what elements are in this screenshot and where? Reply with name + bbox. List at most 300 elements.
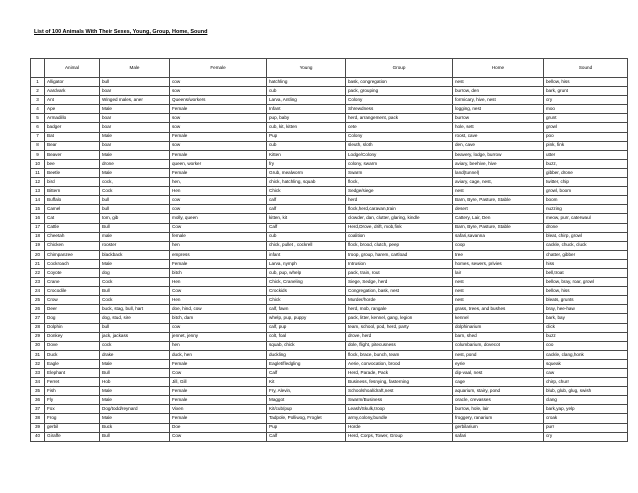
home-cell: froggery, ranarium <box>453 414 544 423</box>
young-cell: Calf <box>267 223 346 232</box>
sound-cell: cackle, clang,honk <box>544 350 628 359</box>
group-cell: flock, brace, bunch, team <box>346 350 453 359</box>
row-number: 27 <box>31 314 45 323</box>
sound-cell: purr <box>544 423 628 432</box>
home-cell: barn, shed <box>453 332 544 341</box>
row-number: 30 <box>31 341 45 350</box>
sound-cell: squeak <box>544 359 628 368</box>
table-row <box>31 250 628 259</box>
male-cell: Bull <box>100 369 170 378</box>
male-cell: Buck <box>100 423 170 432</box>
male-cell: bull <box>100 205 170 214</box>
row-number: 39 <box>31 423 45 432</box>
table-row <box>31 141 628 150</box>
table-row <box>31 414 628 423</box>
table-row <box>31 150 628 159</box>
sound-cell: bellow, bray, roar, growl <box>544 278 628 287</box>
female-cell: cow <box>170 78 267 87</box>
young-cell: Chick <box>267 187 346 196</box>
young-cell: squab, chick <box>267 341 346 350</box>
row-number: 16 <box>31 214 45 223</box>
female-cell: Queens/workers <box>170 96 267 105</box>
table-row <box>31 268 628 277</box>
group-cell: Aerie, convocation, brood <box>346 359 453 368</box>
home-cell: roost, cave <box>453 132 544 141</box>
table-row <box>31 305 628 314</box>
row-number: 35 <box>31 387 45 396</box>
home-cell: desert <box>453 205 544 214</box>
young-cell: calf <box>267 205 346 214</box>
female-cell: Cow <box>170 369 267 378</box>
sound-cell: growl <box>544 123 628 132</box>
young-cell: fry <box>267 159 346 168</box>
home-cell: nest <box>453 78 544 87</box>
group-cell: bask, congregation <box>346 78 453 87</box>
group-cell: colony, swarm <box>346 159 453 168</box>
male-cell: Male <box>100 414 170 423</box>
male-cell: bull <box>100 323 170 332</box>
table-row <box>31 323 628 332</box>
home-cell: den, cave <box>453 141 544 150</box>
sound-cell: chirp, churr <box>544 378 628 387</box>
home-cell: logging, nest <box>453 105 544 114</box>
animal-cell: Elephant <box>45 369 100 378</box>
animal-cell: Crane <box>45 278 100 287</box>
sound-cell: pink, fink <box>544 141 628 150</box>
group-cell: Horde <box>346 423 453 432</box>
home-cell: columbarium, dovecot <box>453 341 544 350</box>
group-cell: pack, train, rout <box>346 268 453 277</box>
sound-cell: hiss <box>544 259 628 268</box>
home-cell: formicary, hive, nest <box>453 96 544 105</box>
group-cell: Herd, Corps, Tower, Group <box>346 432 453 441</box>
young-cell: cub <box>267 141 346 150</box>
young-cell: Larva, Antling <box>267 96 346 105</box>
animal-cell: Buffalo <box>45 196 100 205</box>
table-row <box>31 241 628 250</box>
group-cell: Sedge/siege <box>346 187 453 196</box>
animal-cell: gerbil <box>45 423 100 432</box>
male-cell: Bull <box>100 223 170 232</box>
male-cell: male <box>100 232 170 241</box>
home-cell: nest, pond <box>453 350 544 359</box>
animal-cell: Bear <box>45 141 100 150</box>
group-cell: Lodge/Colony <box>346 150 453 159</box>
female-cell: Cow <box>170 432 267 441</box>
header-male: Male <box>100 59 170 78</box>
home-cell: land(tunnel) <box>453 168 544 177</box>
home-cell: safari <box>453 432 544 441</box>
row-number: 5 <box>31 114 45 123</box>
sound-cell: bellow, hiss <box>544 287 628 296</box>
group-cell: Swarm/Business <box>346 396 453 405</box>
young-cell: Larva, nymph <box>267 259 346 268</box>
animal-cell: Fish <box>45 387 100 396</box>
young-cell: calf <box>267 196 346 205</box>
group-cell: drove, herd <box>346 332 453 341</box>
sound-cell: boom <box>544 196 628 205</box>
animal-cell: Crocodile <box>45 287 100 296</box>
group-cell: herd, arrangement, pack <box>346 114 453 123</box>
group-cell: Swarm <box>346 168 453 177</box>
young-cell: cub, pup, whelp <box>267 268 346 277</box>
male-cell: boar <box>100 123 170 132</box>
young-cell: Chick <box>267 296 346 305</box>
young-cell: chick, pullet , cockrell <box>267 241 346 250</box>
home-cell: beavery, lodge, burrow <box>453 150 544 159</box>
sound-cell: twitter, chip <box>544 178 628 187</box>
group-cell: flock, brood, clutch, peep <box>346 241 453 250</box>
group-cell: Murder/horde <box>346 296 453 305</box>
header-row <box>31 59 628 78</box>
female-cell: Female <box>170 132 267 141</box>
row-number: 18 <box>31 232 45 241</box>
animal-cell: Ant <box>45 96 100 105</box>
animal-cell: Bittern <box>45 187 100 196</box>
group-cell: troop, group, harem, cartload <box>346 250 453 259</box>
group-cell: herd <box>346 196 453 205</box>
row-number: 24 <box>31 287 45 296</box>
young-cell: Crockids <box>267 287 346 296</box>
header-home: Home <box>453 59 544 78</box>
male-cell: Bull <box>100 432 170 441</box>
group-cell: Herd, Parade, Pack <box>346 369 453 378</box>
row-number: 17 <box>31 223 45 232</box>
female-cell: Female <box>170 396 267 405</box>
sound-cell: croak <box>544 414 628 423</box>
table-row <box>31 423 628 432</box>
animal-cell: Ferret <box>45 378 100 387</box>
young-cell: Fry, Alevin, <box>267 387 346 396</box>
female-cell: empress <box>170 250 267 259</box>
female-cell: Female <box>170 414 267 423</box>
male-cell: Male <box>100 359 170 368</box>
female-cell: duck, hen <box>170 350 267 359</box>
row-number: 7 <box>31 132 45 141</box>
home-cell: hole, sett <box>453 123 544 132</box>
young-cell: chick, hatchling, squab <box>267 178 346 187</box>
female-cell: Doe <box>170 423 267 432</box>
sound-cell: cry <box>544 432 628 441</box>
female-cell: sow <box>170 87 267 96</box>
table-row <box>31 287 628 296</box>
header-group: Group <box>346 59 453 78</box>
table-row <box>31 159 628 168</box>
female-cell: female <box>170 232 267 241</box>
sound-cell: nuzzing <box>544 205 628 214</box>
female-cell: Cow <box>170 223 267 232</box>
table-row <box>31 205 628 214</box>
home-cell: eyrie <box>453 359 544 368</box>
table-row <box>31 78 628 87</box>
female-cell: cow <box>170 323 267 332</box>
young-cell: colt, foal <box>267 332 346 341</box>
male-cell: Winged males, aner <box>100 96 170 105</box>
row-number: 15 <box>31 205 45 214</box>
female-cell: Female <box>170 359 267 368</box>
young-cell: Pup <box>267 423 346 432</box>
male-cell: buck, stag, bull, hart <box>100 305 170 314</box>
female-cell: hen <box>170 341 267 350</box>
table-row <box>31 296 628 305</box>
young-cell: Kit/cub/pup <box>267 405 346 414</box>
sound-cell: bell,troat <box>544 268 628 277</box>
row-number: 3 <box>31 96 45 105</box>
sound-cell: bellow, hiss <box>544 78 628 87</box>
home-cell: safari,savanna <box>453 232 544 241</box>
home-cell: Cattery, Lair, Den <box>453 214 544 223</box>
female-cell: sow <box>170 123 267 132</box>
row-number: 25 <box>31 296 45 305</box>
row-number: 26 <box>31 305 45 314</box>
group-cell: Business, fesnying, fasterning <box>346 378 453 387</box>
young-cell: Pup <box>267 132 346 141</box>
male-cell: Bull <box>100 287 170 296</box>
sound-cell: coo <box>544 341 628 350</box>
male-cell: Male <box>100 259 170 268</box>
group-cell: Colony <box>346 132 453 141</box>
row-number: 31 <box>31 350 45 359</box>
animal-cell: Dove <box>45 341 100 350</box>
animal-cell: badger <box>45 123 100 132</box>
sound-cell: meow, purr, caterwaul <box>544 214 628 223</box>
animal-cell: Giraffe <box>45 432 100 441</box>
male-cell: dog <box>100 268 170 277</box>
male-cell: tom, gib <box>100 214 170 223</box>
female-cell: Hen <box>170 187 267 196</box>
table-row <box>31 132 628 141</box>
table-row <box>31 114 628 123</box>
home-cell: aquarium, stairy, pond <box>453 387 544 396</box>
sound-cell: grunt <box>544 114 628 123</box>
table-row <box>31 405 628 414</box>
group-cell: pack, litter, kennel, gang, legion <box>346 314 453 323</box>
sound-cell: bleat, chirp, growl <box>544 232 628 241</box>
home-cell: gerbilarium <box>453 423 544 432</box>
female-cell: Jill, Gill <box>170 378 267 387</box>
group-cell: Leash/Skulk,troop <box>346 405 453 414</box>
animal-cell: Beetle <box>45 168 100 177</box>
table-row <box>31 341 628 350</box>
male-cell: drake <box>100 350 170 359</box>
female-cell: hen, <box>170 178 267 187</box>
male-cell: bull <box>100 78 170 87</box>
table-row <box>31 314 628 323</box>
home-cell: aviary, cage, nest, <box>453 178 544 187</box>
female-cell: Vixen <box>170 405 267 414</box>
animal-cell: Cattle <box>45 223 100 232</box>
young-cell: Grub, mealworm <box>267 168 346 177</box>
table-row <box>31 359 628 368</box>
male-cell: Hob <box>100 378 170 387</box>
animal-cell: Frog <box>45 414 100 423</box>
female-cell: Hen <box>170 296 267 305</box>
sound-cell: drone <box>544 223 628 232</box>
male-cell: jack, jackass <box>100 332 170 341</box>
group-cell: sleuth, sloth <box>346 141 453 150</box>
group-cell: cete <box>346 123 453 132</box>
sound-cell: growl, boom <box>544 187 628 196</box>
sound-cell: bark, grunt <box>544 87 628 96</box>
table-row <box>31 214 628 223</box>
sound-cell: clang <box>544 396 628 405</box>
sound-cell: click <box>544 323 628 332</box>
home-cell: tree <box>453 250 544 259</box>
male-cell: Male <box>100 387 170 396</box>
group-cell: flock, <box>346 178 453 187</box>
young-cell: pup, baby <box>267 114 346 123</box>
sound-cell: chatter, gibber <box>544 250 628 259</box>
female-cell: cow <box>170 205 267 214</box>
animal-cell: Cat <box>45 214 100 223</box>
group-cell: flock,herd,caravan,train <box>346 205 453 214</box>
row-number: 22 <box>31 268 45 277</box>
young-cell: Kit <box>267 378 346 387</box>
male-cell: rooster <box>100 241 170 250</box>
home-cell: grass, trees, and bushes <box>453 305 544 314</box>
animals-table <box>30 58 628 442</box>
row-number: 2 <box>31 87 45 96</box>
home-cell: nest <box>453 296 544 305</box>
sound-cell: buzz, <box>544 159 628 168</box>
home-cell: burrow, hole, lair <box>453 405 544 414</box>
young-cell: calf, pup <box>267 323 346 332</box>
row-number: 33 <box>31 369 45 378</box>
animal-cell: Ape <box>45 105 100 114</box>
sound-cell: bray, hee-haw <box>544 305 628 314</box>
home-cell: aviary, beehive, hive <box>453 159 544 168</box>
table-row <box>31 223 628 232</box>
group-cell: dole, flight, pitecusness <box>346 341 453 350</box>
row-number: 6 <box>31 123 45 132</box>
table-row <box>31 350 628 359</box>
animal-cell: Fox <box>45 405 100 414</box>
table-row <box>31 259 628 268</box>
male-cell: cock, <box>100 178 170 187</box>
group-cell: Siege, Sedge, herd <box>346 278 453 287</box>
home-cell: burrow, den <box>453 87 544 96</box>
male-cell: Dog/todd/reynard <box>100 405 170 414</box>
group-cell: herd, mob, rangale <box>346 305 453 314</box>
header-female: Female <box>170 59 267 78</box>
female-cell: bitch <box>170 268 267 277</box>
animal-cell: Bat <box>45 132 100 141</box>
animal-cell: Fly <box>45 396 100 405</box>
row-number: 21 <box>31 259 45 268</box>
male-cell: dog, stud, sire <box>100 314 170 323</box>
male-cell: bull <box>100 196 170 205</box>
young-cell: Tadpole, Polliwog, Froglet <box>267 414 346 423</box>
female-cell: Female <box>170 168 267 177</box>
male-cell: Male <box>100 168 170 177</box>
animal-cell: Beaver <box>45 150 100 159</box>
page-title: List of 100 Animals With Their Sexes, Young, Group, Home, Sound <box>34 29 208 35</box>
home-cell: homes, sewers, privies <box>453 259 544 268</box>
sound-cell: caw <box>544 369 628 378</box>
female-cell: Hen <box>170 278 267 287</box>
table-row <box>31 105 628 114</box>
female-cell: hen <box>170 241 267 250</box>
male-cell: boar <box>100 141 170 150</box>
animal-cell: bee <box>45 159 100 168</box>
group-cell: Intrusion <box>346 259 453 268</box>
home-cell: kennel <box>453 314 544 323</box>
row-number: 9 <box>31 150 45 159</box>
home-cell: cage <box>453 378 544 387</box>
row-number: 29 <box>31 332 45 341</box>
home-cell: dip-vaal, nest <box>453 369 544 378</box>
row-number: 12 <box>31 178 45 187</box>
young-cell: Eaglet/fledgling <box>267 359 346 368</box>
sound-cell: buzz <box>544 332 628 341</box>
group-cell: pack, grouping <box>346 87 453 96</box>
young-cell: infant <box>267 250 346 259</box>
animal-cell: Duck <box>45 350 100 359</box>
animal-cell: Camel <box>45 205 100 214</box>
young-cell: Kitten <box>267 150 346 159</box>
female-cell: sow <box>170 141 267 150</box>
sound-cell: bark,yap, yelp <box>544 405 628 414</box>
animal-cell: Dolphin <box>45 323 100 332</box>
home-cell: Barn, Byre, Pasture, Stable <box>453 196 544 205</box>
home-cell: Barn, Byre, Pasture, Stable <box>453 223 544 232</box>
group-cell: Congregation, bask, nest <box>346 287 453 296</box>
animal-cell: Chimpanzee <box>45 250 100 259</box>
young-cell: Chick, Craneling <box>267 278 346 287</box>
animal-cell: Alligator <box>45 78 100 87</box>
group-cell: army,colony,bundle <box>346 414 453 423</box>
male-cell: Cock <box>100 278 170 287</box>
male-cell: blackback <box>100 250 170 259</box>
header-index <box>31 59 45 78</box>
home-cell: nest <box>453 278 544 287</box>
young-cell: Maggot <box>267 396 346 405</box>
male-cell: boar <box>100 87 170 96</box>
row-number: 13 <box>31 187 45 196</box>
table-row <box>31 168 628 177</box>
animal-cell: Coyote <box>45 268 100 277</box>
group-cell: team, school, pod, herd, party <box>346 323 453 332</box>
table-row <box>31 196 628 205</box>
sound-cell: blub, glub, glug, swish <box>544 387 628 396</box>
female-cell: doe, hind, cow <box>170 305 267 314</box>
table-row <box>31 387 628 396</box>
animal-cell: Aardvark <box>45 87 100 96</box>
young-cell: cub <box>267 87 346 96</box>
row-number: 11 <box>31 168 45 177</box>
animal-cell: Chicken <box>45 241 100 250</box>
table-row <box>31 187 628 196</box>
female-cell: Female <box>170 150 267 159</box>
table-row <box>31 178 628 187</box>
group-cell: Shrewdness <box>346 105 453 114</box>
row-number: 40 <box>31 432 45 441</box>
sound-cell: bark, bay <box>544 314 628 323</box>
female-cell: bitch, dam <box>170 314 267 323</box>
group-cell: coalition <box>346 232 453 241</box>
table-row <box>31 96 628 105</box>
sound-cell: poo <box>544 132 628 141</box>
header-animal: Animal <box>45 59 100 78</box>
table-row <box>31 123 628 132</box>
young-cell: duckling <box>267 350 346 359</box>
male-cell: Cock <box>100 187 170 196</box>
header-sound: Sound <box>544 59 628 78</box>
row-number: 10 <box>31 159 45 168</box>
male-cell: Cock <box>100 296 170 305</box>
row-number: 28 <box>31 323 45 332</box>
young-cell: cub <box>267 232 346 241</box>
